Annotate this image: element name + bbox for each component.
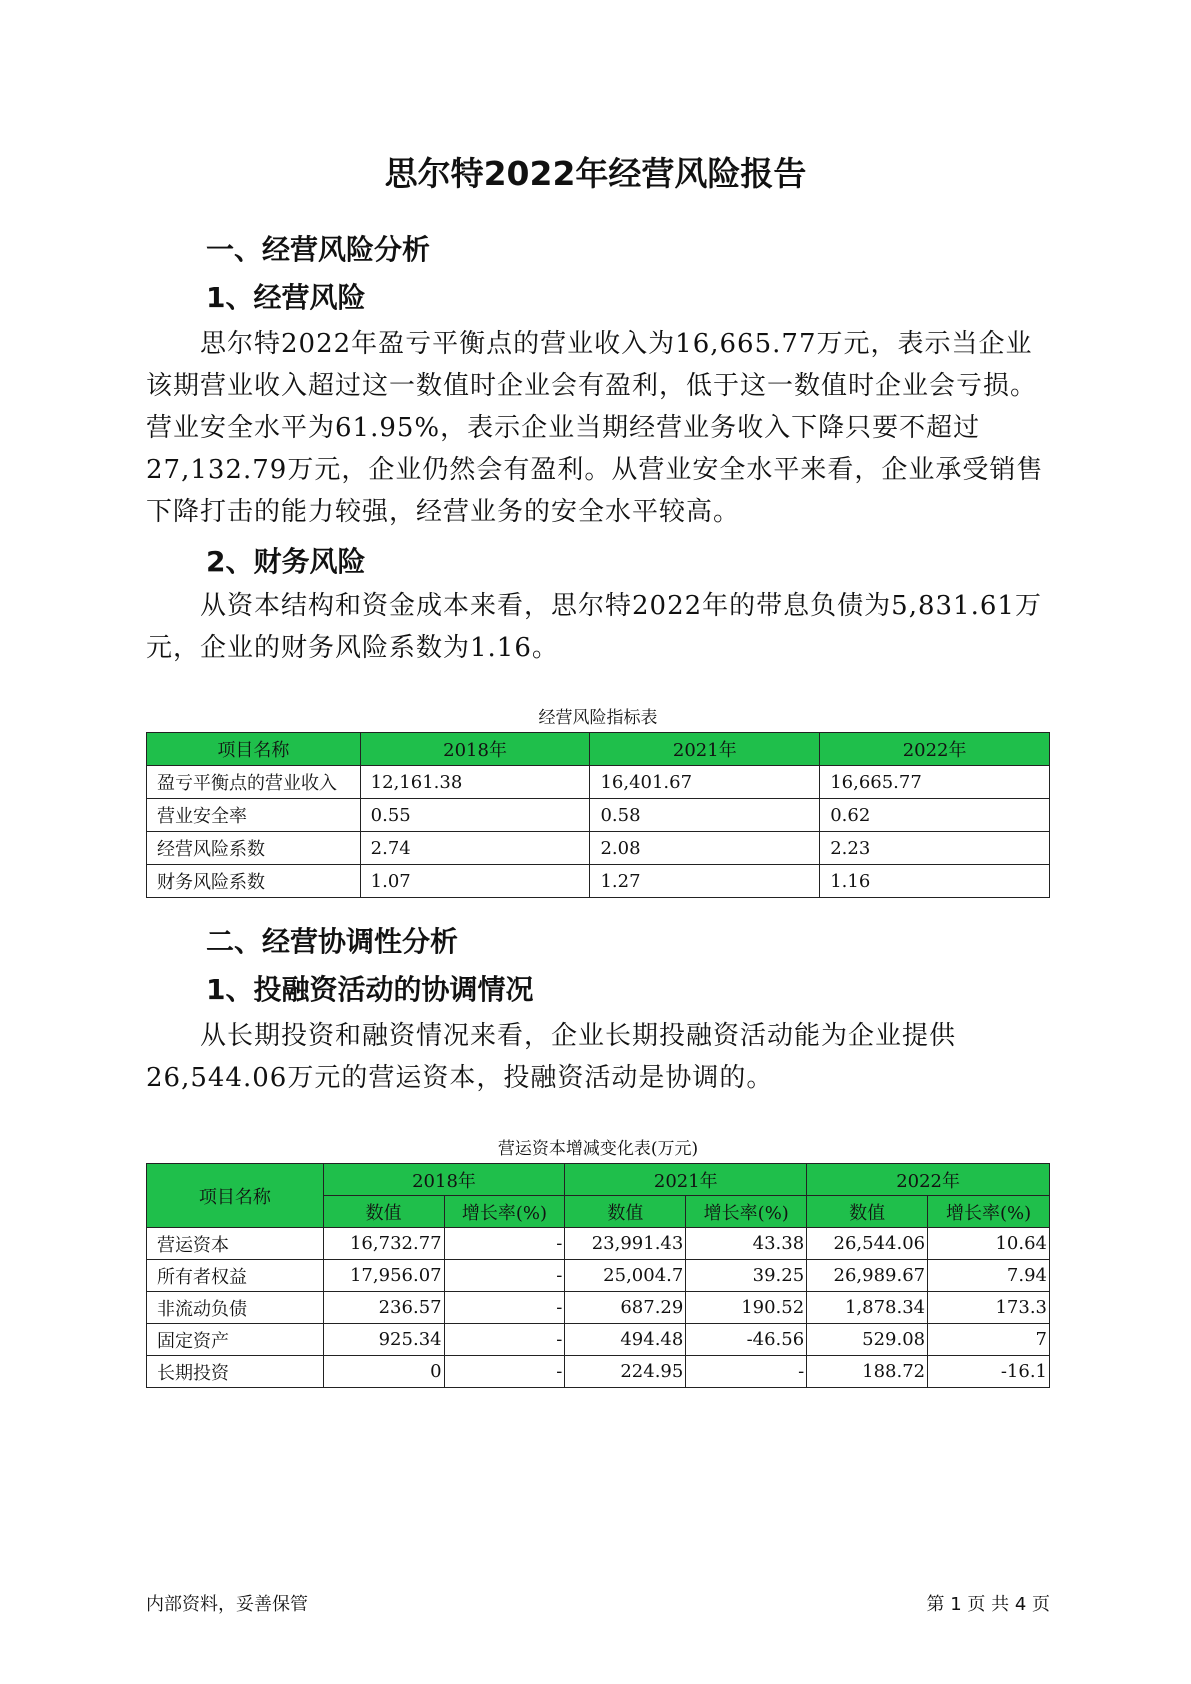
table-cell: 7.94 bbox=[928, 1260, 1050, 1292]
table-cell: 494.48 bbox=[565, 1324, 686, 1356]
footer-page-number: 第 1 页 共 4 页 bbox=[926, 1594, 1050, 1615]
table-subheader: 增长率(%) bbox=[686, 1196, 807, 1228]
table-cell: 1.07 bbox=[360, 865, 590, 898]
table-caption-working-capital: 营运资本增减变化表(万元) bbox=[497, 1139, 699, 1159]
table-cell: 2.23 bbox=[820, 832, 1050, 865]
table-cell: 0 bbox=[323, 1356, 444, 1388]
table-cell: 所有者权益 bbox=[147, 1260, 324, 1292]
table-header: 2018年 bbox=[360, 733, 590, 766]
table-cell: 10.64 bbox=[928, 1228, 1050, 1260]
table-cell: 非流动负债 bbox=[147, 1292, 324, 1324]
table-cell: -46.56 bbox=[686, 1324, 807, 1356]
table-cell: 687.29 bbox=[565, 1292, 686, 1324]
table-cell: 7 bbox=[928, 1324, 1050, 1356]
table-cell: 529.08 bbox=[807, 1324, 928, 1356]
table-cell: 财务风险系数 bbox=[147, 865, 361, 898]
table-cell: 2.08 bbox=[590, 832, 820, 865]
table-cell: 1,878.34 bbox=[807, 1292, 928, 1324]
table-cell: 190.52 bbox=[686, 1292, 807, 1324]
table-row bbox=[147, 799, 1050, 832]
table-header: 项目名称 bbox=[147, 733, 361, 766]
table-cell: 25,004.7 bbox=[565, 1260, 686, 1292]
table-cell: 224.95 bbox=[565, 1356, 686, 1388]
paragraph-investment: 从长期投资和融资情况来看，企业长期投融资活动能为企业提供26,544.06万元的营运资本，投融资活动是协调的。 bbox=[146, 1021, 957, 1093]
table-cell: 盈亏平衡点的营业收入 bbox=[147, 766, 361, 799]
table-cell: 43.38 bbox=[686, 1228, 807, 1260]
table-cell: 营业安全率 bbox=[147, 799, 361, 832]
table-row bbox=[147, 1292, 1050, 1324]
table-cell: 236.57 bbox=[323, 1292, 444, 1324]
table-cell: 长期投资 bbox=[147, 1356, 324, 1388]
table-caption-risk: 经营风险指标表 bbox=[538, 708, 658, 728]
table-cell: 26,989.67 bbox=[807, 1260, 928, 1292]
table-cell: - bbox=[444, 1324, 565, 1356]
table-row bbox=[147, 832, 1050, 865]
table-row bbox=[147, 1228, 1050, 1260]
footer-confidential-note: 内部资料，妥善保管 bbox=[146, 1594, 308, 1615]
table-cell: - bbox=[444, 1292, 565, 1324]
table-subheader: 增长率(%) bbox=[928, 1196, 1050, 1228]
table-subheader: 数值 bbox=[323, 1196, 444, 1228]
table-cell: 17,956.07 bbox=[323, 1260, 444, 1292]
table-cell: 16,401.67 bbox=[590, 766, 820, 799]
table-header-year: 2018年 bbox=[323, 1164, 565, 1196]
table-row bbox=[147, 766, 1050, 799]
table-cell: 0.58 bbox=[590, 799, 820, 832]
paragraph-operating-risk: 思尔特2022年盈亏平衡点的营业收入为16,665.77万元，表示当企业该期营业收入超过这一数值时企业会有盈利，低于这一数值时企业会亏损。营业安全水平为61.95%，表示企业当期经营业务收入下降只要不超过27,132.79万元，企业仍然会有盈利。从营业安全水平来看，企业承受销售下降打击的能力较强，经营业务的安全水平较高。 bbox=[146, 329, 1044, 527]
table-row bbox=[147, 1324, 1050, 1356]
table-cell: - bbox=[444, 1228, 565, 1260]
subsection-heading-financial-risk: 2、财务风险 bbox=[206, 545, 366, 578]
subsection-heading-operating-risk: 1、经营风险 bbox=[206, 281, 366, 314]
table-header: 项目名称 bbox=[147, 1164, 324, 1228]
table-cell: 188.72 bbox=[807, 1356, 928, 1388]
table-cell: 39.25 bbox=[686, 1260, 807, 1292]
table-subheader: 数值 bbox=[807, 1196, 928, 1228]
table-row bbox=[147, 865, 1050, 898]
section-heading-risk: 一、经营风险分析 bbox=[206, 233, 431, 266]
table-header-year: 2022年 bbox=[807, 1164, 1050, 1196]
table-cell: 1.16 bbox=[820, 865, 1050, 898]
table-header-year: 2021年 bbox=[565, 1164, 807, 1196]
table-cell: 2.74 bbox=[360, 832, 590, 865]
table-cell: - bbox=[444, 1356, 565, 1388]
table-cell: 经营风险系数 bbox=[147, 832, 361, 865]
section-heading-coordination: 二、经营协调性分析 bbox=[206, 925, 459, 958]
table-cell: 26,544.06 bbox=[807, 1228, 928, 1260]
table-cell: 173.3 bbox=[928, 1292, 1050, 1324]
table-cell: 1.27 bbox=[590, 865, 820, 898]
table-subheader: 增长率(%) bbox=[444, 1196, 565, 1228]
table-subheader: 数值 bbox=[565, 1196, 686, 1228]
table-cell: 23,991.43 bbox=[565, 1228, 686, 1260]
table-cell: - bbox=[444, 1260, 565, 1292]
table-cell: 16,732.77 bbox=[323, 1228, 444, 1260]
subsection-heading-investment: 1、投融资活动的协调情况 bbox=[206, 973, 534, 1006]
table-cell: 16,665.77 bbox=[820, 766, 1050, 799]
table-cell: 固定资产 bbox=[147, 1324, 324, 1356]
table-header: 2021年 bbox=[590, 733, 820, 766]
table-cell: - bbox=[686, 1356, 807, 1388]
table-cell: 0.62 bbox=[820, 799, 1050, 832]
table-cell: 12,161.38 bbox=[360, 766, 590, 799]
working-capital-table bbox=[146, 1163, 1050, 1388]
table-cell: 营运资本 bbox=[147, 1228, 324, 1260]
page-title: 思尔特2022年经营风险报告 bbox=[384, 154, 807, 193]
table-row bbox=[147, 1356, 1050, 1388]
table-cell: 0.55 bbox=[360, 799, 590, 832]
table-cell: 925.34 bbox=[323, 1324, 444, 1356]
risk-indicator-table bbox=[146, 732, 1050, 898]
table-cell: -16.1 bbox=[928, 1356, 1050, 1388]
paragraph-financial-risk: 从资本结构和资金成本来看，思尔特2022年的带息负债为5,831.61万元，企业的财务风险系数为1.16。 bbox=[146, 591, 1042, 663]
table-header: 2022年 bbox=[820, 733, 1050, 766]
table-row bbox=[147, 1260, 1050, 1292]
